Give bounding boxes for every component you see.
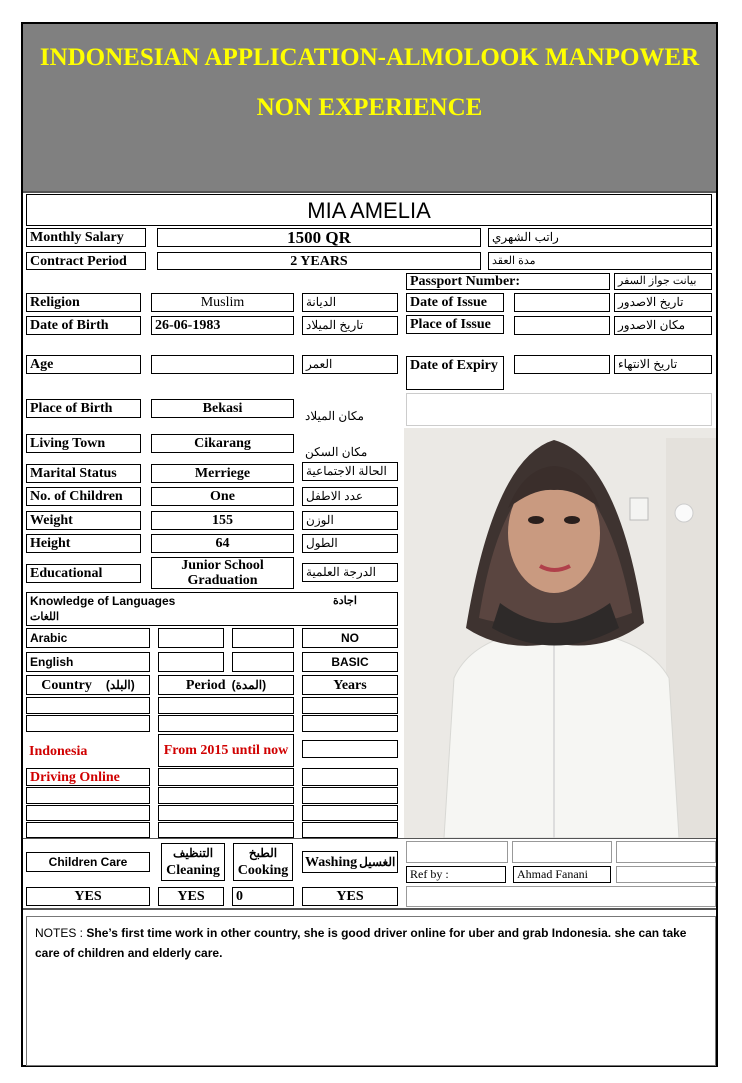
height-label: Height: [26, 534, 141, 553]
ref-bottom-blank: [406, 886, 716, 907]
language-arabic-blank: [158, 628, 224, 648]
language-english-level: BASIC: [302, 652, 398, 672]
children-count-label: No. of Children: [26, 487, 141, 506]
ref-blank: [512, 841, 612, 863]
col-years: Years: [302, 675, 398, 695]
living-town-value: Cikarang: [151, 434, 294, 453]
contract-label-ar: مدة العقد: [488, 252, 712, 270]
salary-label: Monthly Salary: [26, 228, 146, 247]
grid-line: [23, 838, 716, 839]
notes-box: [26, 916, 716, 1066]
language-arabic-blank2: [232, 628, 294, 648]
weight-value: 155: [151, 511, 294, 530]
height-value: 64: [151, 534, 294, 553]
age-label: Age: [26, 355, 141, 374]
cleaning-header: [161, 843, 225, 881]
exp-cell: [302, 787, 398, 804]
form-title: INDONESIAN APPLICATION-ALMOLOOK MANPOWER: [39, 44, 700, 71]
date-of-issue-ar: تاريخ الاصدور: [614, 293, 712, 312]
marital-status-ar: الحالة الاجتماعية: [302, 462, 398, 481]
candidate-photo: [404, 428, 716, 838]
exp-cell: [158, 822, 294, 838]
weight-ar: الوزن: [302, 511, 398, 530]
col-country-label: Country: [41, 677, 92, 693]
col-period: [158, 675, 294, 695]
dob-label-ar: تاريخ الميلاد: [302, 316, 398, 335]
religion-value: Muslim: [151, 293, 294, 312]
place-of-birth-label: Place of Birth: [26, 399, 141, 418]
exp-cell: [158, 787, 294, 804]
portrait-illustration: [404, 428, 716, 838]
col-period-ar: (المدة): [231, 677, 267, 692]
ref-blank: [406, 841, 508, 863]
education-label: Educational: [26, 564, 141, 583]
age-value: [151, 355, 294, 374]
languages-heading-ar2: اجادة: [333, 595, 357, 607]
contract-label: Contract Period: [26, 252, 146, 270]
exp-cell: [158, 805, 294, 821]
ref-value: Ahmad Fanani: [513, 866, 611, 883]
exp-cell: [26, 822, 150, 838]
cooking-label: Cooking: [237, 863, 289, 878]
cooking-header: [233, 843, 293, 881]
place-of-issue-label: Place of Issue: [406, 315, 504, 334]
salary-label-ar: راتب الشهري: [488, 228, 712, 247]
exp-cell: [26, 787, 150, 804]
date-of-expiry-label: Date of Expiry: [406, 356, 504, 390]
passport-blank: [406, 393, 712, 426]
ref-blank: [616, 866, 716, 883]
exp-cell: [302, 715, 398, 732]
exp-cell: [302, 697, 398, 714]
salary-value: 1500 QR: [157, 228, 481, 247]
exp-row1-years: [302, 740, 398, 758]
language-english-blank: [158, 652, 224, 672]
cleaning-value: YES: [158, 887, 224, 906]
date-of-issue-value: [514, 293, 610, 312]
education-value: Junior School Graduation: [151, 557, 294, 589]
marital-status-value: Merriege: [151, 464, 294, 483]
ref-blank: [616, 841, 716, 863]
religion-label-ar: الديانة: [302, 293, 398, 312]
place-of-birth-ar: مكان الميلاد: [302, 407, 398, 426]
living-town-label: Living Town: [26, 434, 141, 453]
cleaning-ar: التنظيف: [172, 846, 214, 860]
exp-cell: [158, 697, 294, 714]
cooking-value: 0: [232, 887, 294, 906]
washing-header: [302, 851, 398, 873]
passport-heading: Passport Number:: [406, 273, 610, 290]
children-count-ar: عدد الاطفل: [302, 487, 398, 506]
cleaning-label: Cleaning: [166, 863, 220, 878]
date-of-expiry-ar: تاريخ الانتهاء: [614, 355, 712, 374]
place-of-issue-ar: مكان الاصدور: [614, 316, 712, 335]
language-english-blank2: [232, 652, 294, 672]
date-of-issue-label: Date of Issue: [406, 293, 504, 312]
cooking-ar: الطبخ: [248, 846, 278, 860]
notes-text: She’s first time work in other country, she is good driver online for uber and grab Indonesia. she can take care of children and elderly care.: [35, 926, 687, 960]
contract-value: 2 YEARS: [157, 252, 481, 270]
grid-line: [23, 191, 716, 193]
ref-label: Ref by :: [406, 866, 506, 883]
age-label-ar: العمر: [302, 355, 398, 374]
weight-label: Weight: [26, 511, 141, 530]
exp-cell: [26, 715, 150, 732]
washing-value: YES: [302, 887, 398, 906]
languages-heading-ar: اللغات: [30, 611, 60, 623]
living-town-ar: مكان السكن: [302, 443, 398, 462]
children-care-value: YES: [26, 887, 150, 906]
exp-cell: [158, 768, 294, 786]
exp-cell: [26, 697, 150, 714]
children-care-label: Children Care: [26, 852, 150, 872]
education-ar: الدرجة العلمية: [302, 563, 398, 582]
exp-row1-period: From 2015 until now: [158, 734, 294, 767]
exp-cell: [302, 805, 398, 821]
height-ar: الطول: [302, 534, 398, 553]
exp-cell: [302, 822, 398, 838]
exp-cell: [26, 805, 150, 821]
notes-label: NOTES :: [35, 926, 84, 940]
exp-row2-country: Driving Online: [26, 768, 150, 786]
marital-status-label: Marital Status: [26, 464, 141, 483]
language-arabic: Arabic: [26, 628, 150, 648]
exp-cell: [158, 715, 294, 732]
col-country: [26, 675, 150, 695]
washing-ar: الغسيل: [359, 854, 396, 869]
grid-line: [23, 908, 716, 910]
passport-heading-ar: بيانت جواز السفر: [614, 273, 712, 290]
washing-label: Washing: [305, 854, 358, 870]
dob-value: 26-06-1983: [151, 316, 294, 335]
children-count-value: One: [151, 487, 294, 506]
exp-row1-country: Indonesia: [26, 742, 150, 760]
languages-heading: Knowledge of Languages: [30, 594, 176, 608]
place-of-birth-value: Bekasi: [151, 399, 294, 418]
date-of-expiry-value: [514, 355, 610, 374]
exp-cell: [302, 768, 398, 786]
languages-heading-box: [26, 592, 398, 626]
col-country-ar: (البلد): [105, 677, 135, 692]
language-arabic-level: NO: [302, 628, 398, 648]
language-english: English: [26, 652, 150, 672]
col-period-label: Period: [185, 677, 226, 693]
dob-label: Date of Birth: [26, 316, 141, 335]
religion-label: Religion: [26, 293, 141, 312]
form-subtitle: NON EXPERIENCE: [256, 94, 483, 121]
candidate-name: MIA AMELIA: [26, 194, 712, 226]
place-of-issue-value: [514, 316, 610, 335]
